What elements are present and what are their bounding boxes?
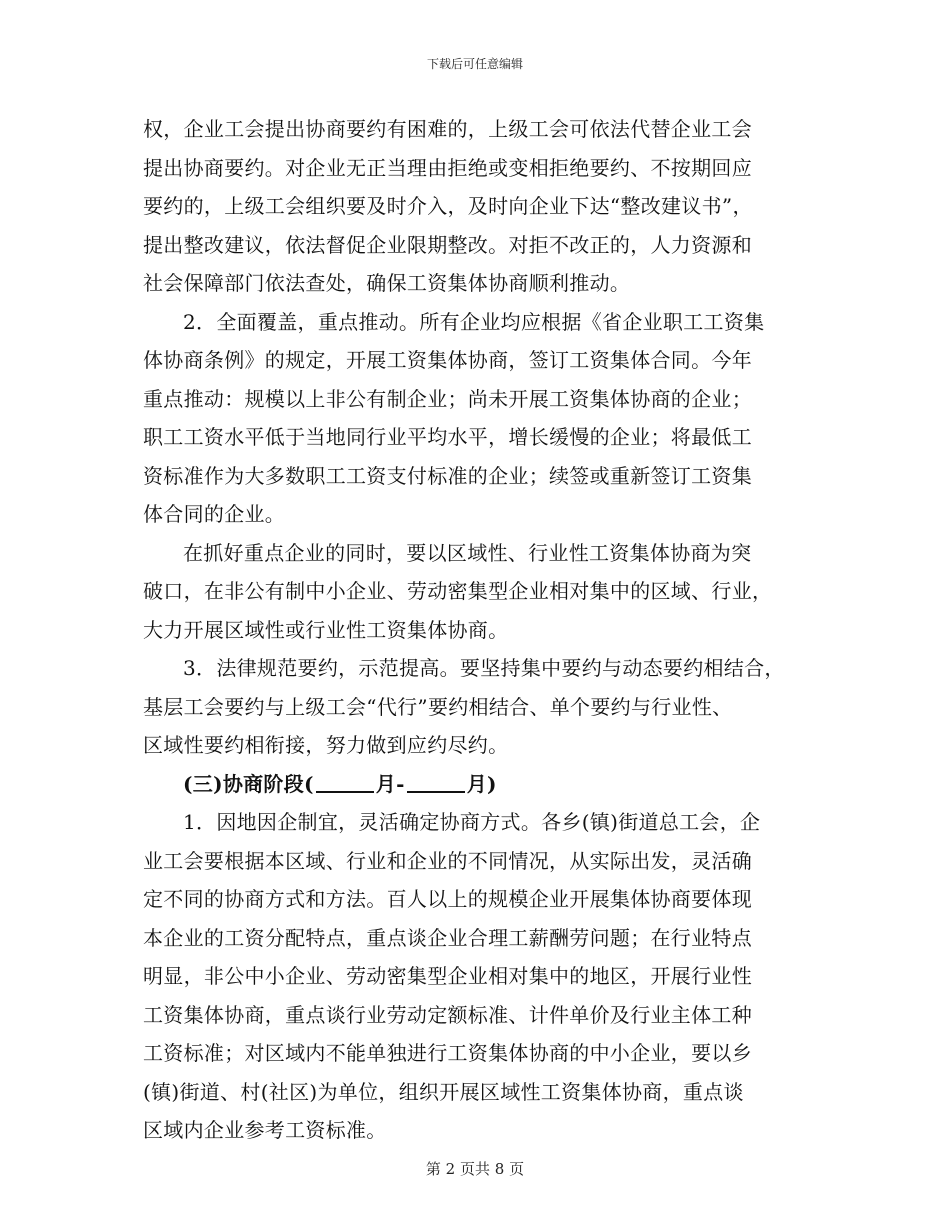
paragraph-line: 破口，在非公有制中小企业、劳动密集型企业相对集中的区域、行业，	[143, 579, 773, 603]
paragraph-line: 提出协商要约。对企业无正当理由拒绝或变相拒绝要约、不按期回应	[143, 155, 752, 180]
page-header: 下载后可任意编辑	[426, 57, 523, 71]
section-heading-prefix: (三)协商阶段(	[183, 771, 314, 796]
paragraph-line: 业工会要根据本区域、行业和企业的不同情况，从实际出发，灵活确	[143, 848, 752, 873]
paragraph-line: 工资标准；对区域内不能单独进行工资集体协商的中小企业，要以乡	[143, 1041, 752, 1065]
paragraph-line: 工资集体协商，重点谈行业劳动定额标准、计件单价及行业主体工种	[143, 1002, 752, 1027]
section-heading-month1: 月-	[375, 771, 405, 796]
section-heading-month2: 月)	[466, 771, 497, 796]
paragraph-line: 重点推动：规模以上非公有制企业；尚未开展工资集体协商的企业；	[143, 386, 752, 411]
paragraph-line: 资标准作为大多数职工工资支付标准的企业；续签或重新签订工资集	[143, 463, 752, 488]
paragraph-line: 区域内企业参考工资标准。	[143, 1118, 387, 1142]
paragraph-line: 提出整改建议，依法督促企业限期整改。对拒不改正的，人力资源和	[143, 232, 752, 257]
paragraph-line: 明显，非公中小企业、劳动密集型企业相对集中的地区，开展行业性	[143, 964, 752, 988]
paragraph-line: 体合同的企业。	[143, 502, 286, 526]
paragraph-line: 大力开展区域性或行业性工资集体协商。	[143, 617, 509, 642]
month-blank	[316, 769, 374, 793]
paragraph-line: 本企业的工资分配特点，重点谈企业合理工薪酬劳问题；在行业特点	[143, 925, 752, 950]
month-blank	[407, 769, 465, 793]
paragraph-line: 在抓好重点企业的同时，要以区域性、行业性工资集体协商为突	[183, 540, 752, 565]
page-footer: 第 2 页共 8 页	[425, 1160, 525, 1178]
paragraph-line: 2．全面覆盖，重点推动。所有企业均应根据《省企业职工工资集	[183, 309, 765, 334]
paragraph-line: 要约的，上级工会组织要及时介入，及时向企业下达“整改建议书”，	[143, 194, 753, 218]
document-body	[143, 110, 833, 1150]
section-heading	[143, 765, 833, 804]
paragraph-line: 职工工资水平低于当地同行业平均水平，增长缓慢的企业；将最低工	[143, 425, 752, 449]
paragraph-line: 1．因地因企制宜，灵活确定协商方式。各乡(镇)街道总工会，企	[183, 810, 761, 834]
paragraph-line: 体协商条例》的规定，开展工资集体协商，签订工资集体合同。今年	[143, 348, 752, 372]
paragraph-line: (镇)街道、村(社区)为单位，组织开展区域性工资集体协商，重点谈	[143, 1079, 744, 1104]
paragraph-line: 定不同的协商方式和方法。百人以上的规模企业开展集体协商要体现	[143, 887, 752, 911]
paragraph-line: 3．法律规范要约，示范提高。要坚持集中要约与动态要约相结合，	[183, 656, 785, 680]
paragraph-line: 权，企业工会提出协商要约有困难的，上级工会可依法代替企业工会	[143, 117, 752, 141]
paragraph-line: 区域性要约相衔接，努力做到应约尽约。	[143, 733, 509, 757]
paragraph-line: 社会保障部门依法查处，确保工资集体协商顺利推动。	[143, 271, 631, 295]
paragraph-line: 基层工会要约与上级工会“代行”要约相结合、单个要约与行业性、	[143, 694, 733, 719]
